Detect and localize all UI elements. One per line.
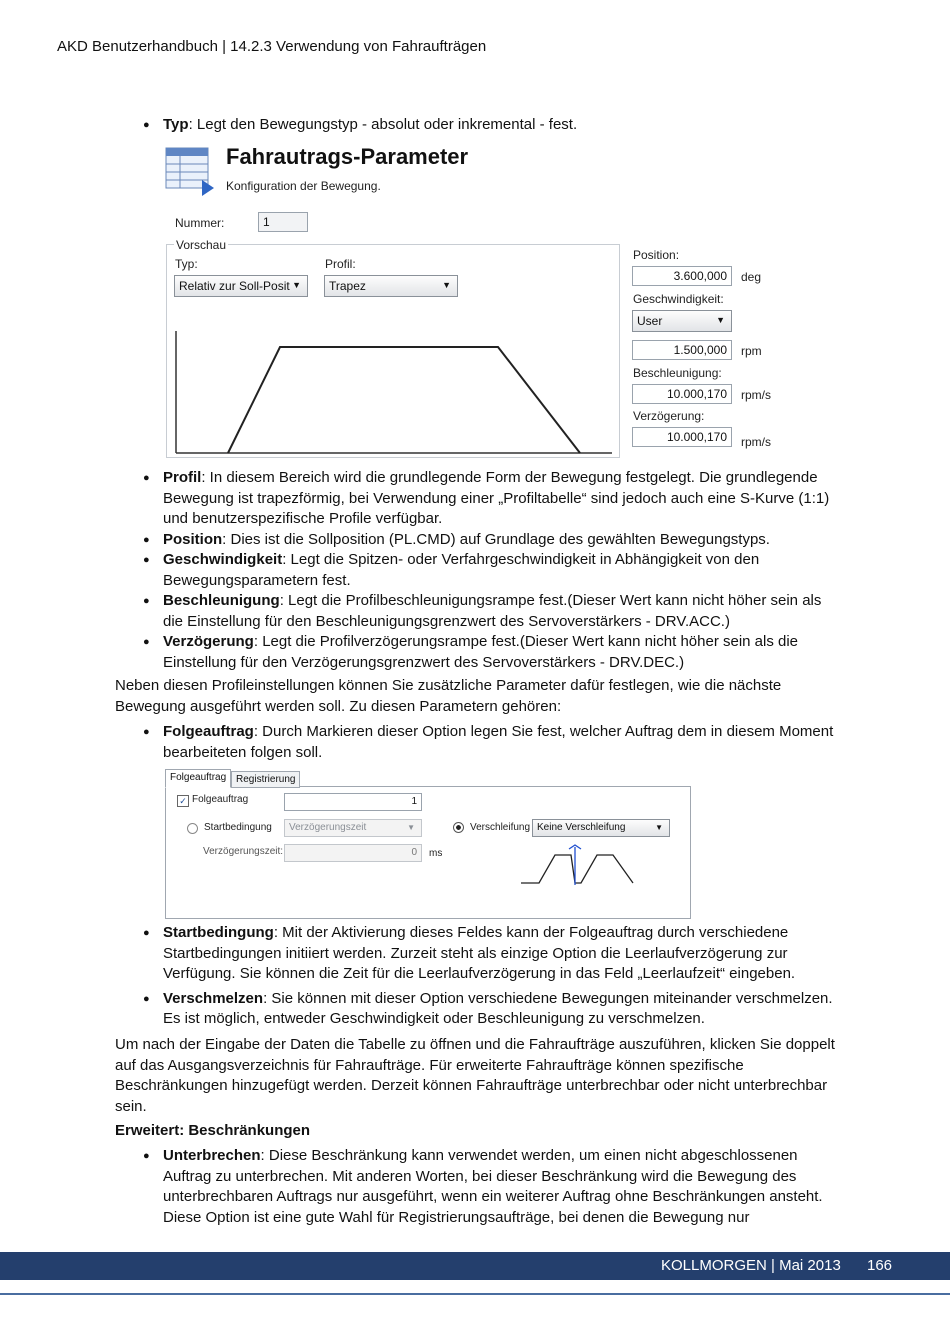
paragraph: Um nach der Eingabe der Daten die Tabelle zu öffnen und die Fahraufträge auszuführen, klicken Sie doppelt auf das Ausgangsverzeichnis für Fahraufträge. Für erweiterte Fahraufträge können spezifische Beschränkungen hinzugefügt werden. Derzeit können Fahraufträge unterbrechbar oder nicht unterbrechbar sein. xyxy=(115,1036,835,1115)
term: Verzögerung xyxy=(163,633,254,650)
profil-label: Profil: xyxy=(325,257,356,271)
list-item xyxy=(115,468,835,530)
section-heading: Erweitert: Beschränkungen xyxy=(115,1122,311,1139)
list-item xyxy=(115,923,835,985)
chevron-down-icon: ▼ xyxy=(442,280,451,290)
list-item xyxy=(115,722,835,763)
typ-select[interactable] xyxy=(174,275,308,297)
folgeauftrag-label: Folgeauftrag xyxy=(192,794,249,805)
geschwindigkeit-select-value: User xyxy=(637,314,663,328)
verschleifung-select-value: Keine Verschleifung xyxy=(537,822,626,833)
profil-select[interactable] xyxy=(324,275,458,297)
term: Typ xyxy=(163,116,189,133)
table-icon xyxy=(164,146,216,196)
typ-select-value: Relativ zur Soll-Posit xyxy=(179,279,290,293)
list-item xyxy=(115,989,835,1030)
list-item xyxy=(115,632,835,673)
item-text: : Legt den Bewegungstyp - absolut oder inkremental - fest. xyxy=(188,116,578,133)
dialog-title: Fahrautrags-Parameter xyxy=(226,144,469,169)
page-number: 166 xyxy=(867,1257,893,1274)
typ-label: Typ: xyxy=(175,257,198,271)
beschleunigung-label: Beschleunigung: xyxy=(633,366,722,380)
verzoegerung-field[interactable]: 10.000,170 xyxy=(632,427,732,447)
term: Profil xyxy=(163,469,202,486)
position-label: Position: xyxy=(633,248,680,262)
paragraph: Neben diesen Profileinstellungen können Sie zusätzliche Parameter dafür festlegen, wie die nächste Bewegung ausgeführt werden soll. Zu diesen Parametern gehören: xyxy=(115,677,782,715)
footer-divider xyxy=(0,1293,950,1295)
geschwindigkeit-field[interactable]: 1.500,000 xyxy=(632,340,732,360)
item-text: : Diese Beschränkung kann verwendet werden, um einen nicht abgeschlossenen Auftrag zu unterbrechen. Mit anderen Worten, bei dieser Beschränkung wird die Bewegung des unterbrechbaren Auftrags nur ausgeführt, wenn ein weiterer Auftrag ohne Beschränkungen ansteht. Diese Option ist eine gute Wahl für Registrierungsaufträge, bei denen die Bewegung nur xyxy=(163,1147,823,1226)
item-text: : Dies ist die Sollposition (PL.CMD) auf Grundlage des gewählten Bewegungstyps. xyxy=(222,530,770,548)
list-item xyxy=(115,591,835,632)
item-text: : Legt die Spitzen- oder Verfahrgeschwindigkeit in Abhängigkeit von den Bewegungsparametern fest. xyxy=(163,551,760,589)
verzoegerungszeit-field[interactable]: 0 xyxy=(284,844,422,862)
chevron-down-icon: ▼ xyxy=(292,280,301,290)
beschleunigung-unit: rpm/s xyxy=(741,388,771,402)
item-text: : Sie können mit dieser Option verschiedene Bewegungen miteinander verschmelzen. Es ist möglich, entweder Geschwindigkeit oder Beschleunigung zu verschmelzen. xyxy=(163,989,833,1027)
chevron-down-icon: ▼ xyxy=(655,823,663,832)
term: Startbedingung xyxy=(163,924,274,941)
term: Folgeauftrag xyxy=(163,723,254,740)
tab-folgeauftrag[interactable]: Folgeauftrag xyxy=(165,769,231,788)
parameter-list xyxy=(115,468,835,673)
startbedingung-select[interactable] xyxy=(284,819,422,837)
motion-task-dialog xyxy=(160,142,780,460)
restriction-list xyxy=(115,1146,835,1228)
typ-list xyxy=(115,115,835,136)
chevron-down-icon: ▼ xyxy=(716,315,725,325)
list-item xyxy=(115,115,835,136)
verzoegerungszeit-label: Verzögerungszeit: xyxy=(203,846,284,857)
footer-brand: KOLLMORGEN | Mai 2013 xyxy=(661,1257,841,1274)
verschleifung-radio[interactable] xyxy=(453,822,464,833)
nummer-label: Nummer: xyxy=(175,216,225,230)
dialog-subtitle: Konfiguration der Bewegung. xyxy=(226,179,381,193)
geschwindigkeit-select[interactable] xyxy=(632,310,732,332)
trapezoid-profile-graph xyxy=(168,327,616,455)
term: Position xyxy=(163,530,223,548)
term: Beschleunigung xyxy=(163,592,280,609)
geschwindigkeit-unit: rpm xyxy=(741,344,762,358)
chevron-down-icon: ▼ xyxy=(407,823,415,832)
startbedingung-radio[interactable] xyxy=(187,823,198,834)
startbedingung-label: Startbedingung xyxy=(204,822,272,833)
folgeauftrag-field[interactable]: 1 xyxy=(284,793,422,811)
folgeauftrag-checkbox[interactable]: ✓ xyxy=(177,795,189,807)
item-text: : Legt die Profilverzögerungsrampe fest.(Dieser Wert kann nicht höher sein als die Einstellung für den Verzögerungsgrenzwert des Servoverstärkers - DRV.DEC.) xyxy=(163,633,799,671)
term: Geschwindigkeit xyxy=(163,551,283,568)
folge-list xyxy=(115,722,835,763)
follow-task-dialog xyxy=(163,767,693,919)
beschleunigung-field[interactable]: 10.000,170 xyxy=(632,384,732,404)
position-unit: deg xyxy=(741,270,762,284)
startbedingung-select-value: Verzögerungszeit xyxy=(289,822,367,833)
list-item xyxy=(115,1146,835,1228)
page-header: AKD Benutzerhandbuch | 14.2.3 Verwendung von Fahraufträgen xyxy=(57,38,487,55)
verzoegerung-label: Verzögerung: xyxy=(633,409,705,423)
item-text: : In diesem Bereich wird die grundlegende Form der Bewegung festgelegt. Die grundlegende Bewegung ist trapezförmig, bei Verwendung einer „Profiltabelle“ sind jedoch auch eine S-Kurve (1:1) und benutzerspezifische Profile verfügbar. xyxy=(163,469,830,527)
profil-select-value: Trapez xyxy=(329,279,366,293)
tab-registrierung[interactable]: Registrierung xyxy=(231,771,300,788)
position-field[interactable]: 3.600,000 xyxy=(632,266,732,286)
geschwindigkeit-label: Geschwindigkeit: xyxy=(633,292,724,306)
list-item xyxy=(115,550,835,591)
verschleifung-select[interactable] xyxy=(532,819,670,837)
item-text: : Mit der Aktivierung dieses Feldes kann der Folgeauftrag durch verschiedene Startbedingungen initiiert werden. Zurzeit steht als einzige Option die Leerlaufverzögerung zur Verfügung. Sie können die Zeit für die Leerlaufverzögerung in das Feld „Leerlaufzeit“ eingeben. xyxy=(163,924,796,982)
item-text: : Legt die Profilbeschleunigungsrampe fest.(Dieser Wert kann nicht höher sein als die Einstellung für den Beschleunigungsgrenzwert des Servoverstärkers - DRV.ACC.) xyxy=(163,592,822,630)
options-list xyxy=(115,923,835,1030)
page-footer xyxy=(0,1252,950,1280)
nummer-field[interactable]: 1 xyxy=(258,212,308,232)
term: Unterbrechen xyxy=(163,1147,261,1164)
verschleifung-label: Verschleifung xyxy=(470,822,531,833)
term: Verschmelzen xyxy=(163,989,264,1007)
blending-profile-graph xyxy=(519,841,639,887)
verzoegerungszeit-unit: ms xyxy=(429,848,443,859)
list-item xyxy=(115,530,835,551)
verzoegerung-unit: rpm/s xyxy=(741,435,771,449)
item-text: : Durch Markieren dieser Option legen Sie fest, welcher Auftrag dem in diesem Moment bearbeiteten folgen soll. xyxy=(163,723,834,761)
vorschau-label: Vorschau xyxy=(176,238,227,252)
